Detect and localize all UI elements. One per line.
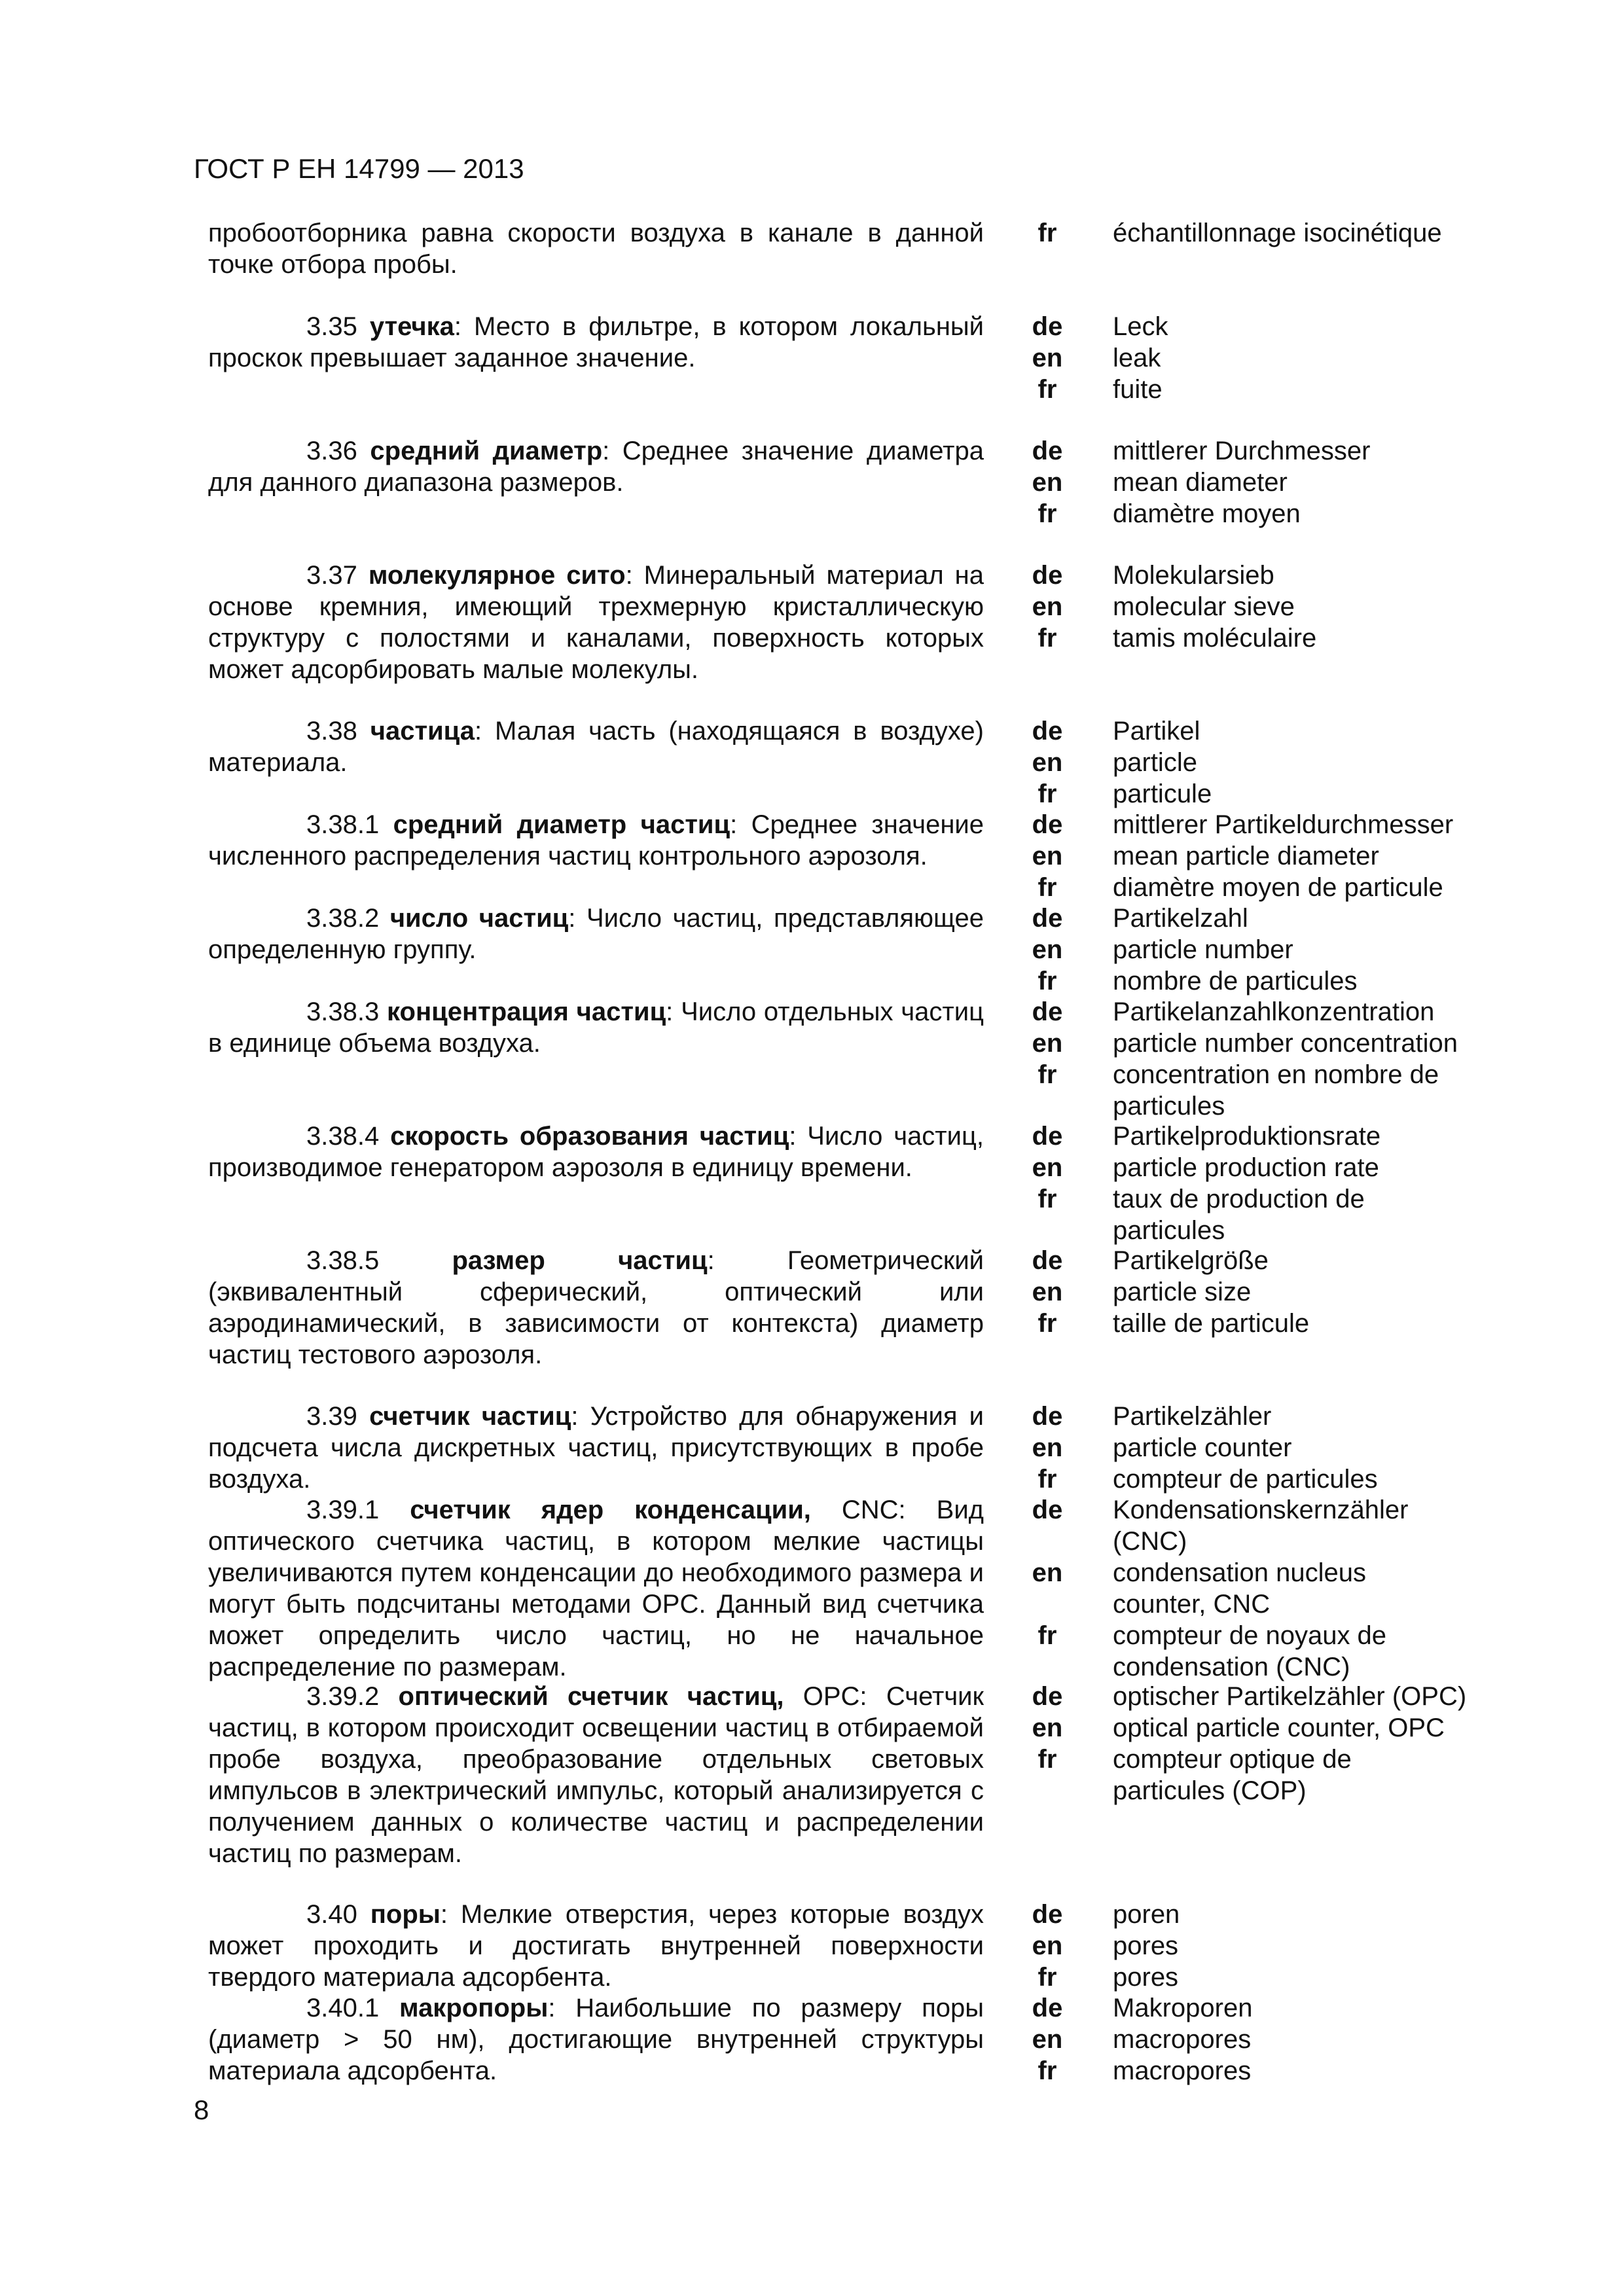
translation-row (0, 1059, 1624, 1090)
language-code: fr (1038, 1309, 1057, 1338)
translated-term: Partikel (1113, 717, 1200, 745)
term-name: поры (370, 1900, 441, 1929)
language-code: fr (1038, 1060, 1057, 1089)
language-code: en (1032, 1931, 1063, 1960)
language-code: fr (1038, 219, 1057, 247)
translation-row (0, 1899, 1624, 1930)
translated-term: molecular sieve (1113, 592, 1295, 621)
language-code: en (1032, 1278, 1063, 1306)
language-code: fr (1038, 780, 1057, 808)
standard-header: ГОСТ Р ЕН 14799 — 2013 (194, 153, 524, 184)
translation-row (0, 1992, 1624, 2024)
term-number: 3.38 (306, 717, 370, 745)
term-name: средний диаметр (370, 437, 603, 465)
definition-text: : Геометрический (эквивалентный сферический, оптический или аэродинамический, в зависимости от контекста) диаметр частиц тестового аэрозоля. (208, 1246, 984, 1369)
translated-term: nombre de particules (1113, 967, 1358, 996)
translated-term: leak (1113, 344, 1161, 372)
translation-row (0, 747, 1624, 778)
translation-row (0, 778, 1624, 810)
term-name: скорость образования частиц (390, 1122, 789, 1151)
translation-row (0, 467, 1624, 498)
term-name: оптический счетчик частиц, (398, 1682, 784, 1711)
translated-term: échantillonnage isocinétique (1113, 219, 1442, 247)
translated-term: macropores (1113, 2025, 1252, 2054)
translated-term: Molekularsieb (1113, 561, 1274, 590)
term-name: средний диаметр частиц (393, 810, 731, 839)
translation-row (0, 872, 1624, 903)
translated-term: condensation (CNC) (1113, 1653, 1350, 1681)
translation-row (0, 1215, 1624, 1246)
translated-term: counter, CNC (1113, 1590, 1271, 1619)
translation-row (0, 1962, 1624, 1993)
translation-row (0, 1432, 1624, 1463)
translated-term: taux de production de (1113, 1185, 1365, 1213)
translated-term: Partikelproduktionsrate (1113, 1122, 1381, 1151)
definition-text: : Наибольшие по размеру поры (диаметр > 50 нм), достигающие внутренней структуры материала адсорбента. (208, 1994, 984, 2085)
translation-row (0, 1681, 1624, 1712)
language-code: de (1032, 312, 1063, 341)
term-name: утечка (369, 312, 454, 341)
definition-text: : Число отдельных частиц в единице объема воздуха. (208, 997, 984, 1058)
translated-term: Partikelanzahlkonzentration (1113, 997, 1435, 1026)
translation-row (0, 903, 1624, 934)
definition-text: : Число частиц, представляющее определенную группу. (208, 904, 984, 964)
definition-text: : Минеральный материал на основе кремния, имеющий трехмерную кристаллическую структуру с полостями и каналами, поверхность которых может адсорбировать малые молекулы. (208, 561, 984, 684)
translated-term: pores (1113, 1963, 1179, 1992)
translation-row (0, 1245, 1624, 1276)
language-code: de (1032, 1496, 1063, 1524)
language-code: en (1032, 748, 1063, 777)
translated-term: poren (1113, 1900, 1180, 1929)
term-number: 3.39 (306, 1402, 370, 1431)
translated-term: Kondensationskernzähler (1113, 1496, 1409, 1524)
definition-text: : Число частиц, производимое генератором аэрозоля в единицу времени. (208, 1122, 984, 1182)
language-code: de (1032, 904, 1063, 933)
translation-row (0, 342, 1624, 374)
translated-term: compteur de particules (1113, 1465, 1378, 1494)
translated-term: tamis moléculaire (1113, 624, 1317, 653)
term-name: концентрация частиц (387, 997, 666, 1026)
language-code: de (1032, 1402, 1063, 1431)
translated-term: Partikelzähler (1113, 1402, 1272, 1431)
language-code: en (1032, 344, 1063, 372)
translated-term: diamètre moyen (1113, 499, 1301, 528)
translation-row (0, 311, 1624, 342)
translated-term: compteur optique de (1113, 1745, 1352, 1774)
translation-row (0, 809, 1624, 840)
language-code: fr (1038, 1963, 1057, 1992)
term-number: 3.38.2 (306, 904, 390, 933)
translated-term: Partikelzahl (1113, 904, 1248, 933)
language-code: de (1032, 810, 1063, 839)
language-code: de (1032, 437, 1063, 465)
translation-row (0, 996, 1624, 1028)
translated-term: fuite (1113, 375, 1163, 404)
definition-text: CNC: Вид оптического счетчика частиц, в котором мелкие частицы увеличиваются путем конденсации до необходимого размера и могут быть подсчитаны методами OPC. Данный вид счетчика может определить число частиц, но не начальное распределение по размерам. (208, 1496, 984, 1681)
language-code: fr (1038, 873, 1057, 902)
translated-term: particle counter (1113, 1433, 1292, 1462)
language-code: de (1032, 717, 1063, 745)
term-number: 3.39.1 (306, 1496, 410, 1524)
translation-row (0, 1588, 1624, 1620)
translation-row (0, 1494, 1624, 1526)
translation-row (0, 1651, 1624, 1683)
translated-term: Partikelgröße (1113, 1246, 1269, 1275)
term-name: частица (370, 717, 475, 745)
translation-row (0, 217, 1624, 249)
term-name: число частиц (389, 904, 569, 933)
definition-text: : Среднее значение численного распределения частиц контрольного аэрозоля. (208, 810, 984, 870)
language-code: en (1032, 1713, 1063, 1742)
language-code: fr (1038, 499, 1057, 528)
translated-term: condensation nucleus (1113, 1558, 1366, 1587)
translated-term: (CNC) (1113, 1527, 1187, 1556)
term-name: макропоры (399, 1994, 549, 2022)
language-code: fr (1038, 1745, 1057, 1774)
language-code: fr (1038, 1621, 1057, 1650)
translation-row (0, 498, 1624, 529)
term-number: 3.38.3 (306, 997, 388, 1026)
translated-term: particule (1113, 780, 1212, 808)
translation-row (0, 374, 1624, 405)
definition-text: : Среднее значение диаметра для данного диапазона размеров. (208, 437, 984, 497)
translation-row (0, 560, 1624, 591)
language-code: de (1032, 1900, 1063, 1929)
page-number: 8 (194, 2094, 209, 2125)
translated-term: optischer Partikelzähler (OPC) (1113, 1682, 1467, 1711)
translated-term: mean particle diameter (1113, 842, 1379, 870)
definition-text: : Место в фильтре, в котором локальный проскок превышает заданное значение. (208, 312, 984, 372)
translation-row (0, 1463, 1624, 1495)
term-name: счетчик ядер конденсации, (410, 1496, 811, 1524)
translation-row (0, 840, 1624, 872)
translation-row (0, 965, 1624, 997)
language-code: en (1032, 1029, 1063, 1058)
translation-row (0, 435, 1624, 467)
language-code: de (1032, 1994, 1063, 2022)
translated-term: mittlerer Partikeldurchmesser (1113, 810, 1454, 839)
translated-term: particules (1113, 1216, 1225, 1245)
translation-row (0, 622, 1624, 654)
term-name: размер частиц (452, 1246, 708, 1275)
language-code: en (1032, 592, 1063, 621)
language-code: fr (1038, 2056, 1057, 2085)
language-code: de (1032, 1122, 1063, 1151)
translated-term: taille de particule (1113, 1309, 1310, 1338)
term-number: 3.38.1 (306, 810, 393, 839)
language-code: fr (1038, 1465, 1057, 1494)
translation-row (0, 1183, 1624, 1215)
term-number: 3.39.2 (306, 1682, 399, 1711)
term-number: 3.36 (306, 437, 370, 465)
translation-row (0, 1401, 1624, 1432)
term-number: 3.35 (306, 312, 370, 341)
term-name: счетчик частиц (369, 1402, 571, 1431)
language-code: fr (1038, 375, 1057, 404)
translation-row (0, 1028, 1624, 1059)
translated-term: optical particle counter, OPC (1113, 1713, 1445, 1742)
term-name: молекулярное сито (368, 561, 626, 590)
translation-row (0, 1152, 1624, 1183)
language-code: en (1032, 468, 1063, 497)
translation-row (0, 1308, 1624, 1339)
definition-text: : Малая часть (находящаяся в воздухе) материала. (208, 717, 984, 777)
translated-term: particules (COP) (1113, 1776, 1307, 1805)
definition-text: : Устройство для обнаружения и подсчета числа дискретных частиц, присутствующих в пробе воздуха. (208, 1402, 984, 1494)
translated-term: particle number (1113, 935, 1293, 964)
language-code: de (1032, 997, 1063, 1026)
term-number: 3.40.1 (306, 1994, 399, 2022)
term-number: 3.38.5 (306, 1246, 452, 1275)
translated-term: particle (1113, 748, 1197, 777)
translation-row (0, 2055, 1624, 2087)
translation-row (0, 1930, 1624, 1962)
language-code: en (1032, 1153, 1063, 1182)
translated-term: Leck (1113, 312, 1168, 341)
translated-term: macropores (1113, 2056, 1252, 2085)
language-code: de (1032, 1682, 1063, 1711)
translated-term: mittlerer Durchmesser (1113, 437, 1371, 465)
translated-term: concentration en nombre de (1113, 1060, 1439, 1089)
language-code: fr (1038, 624, 1057, 653)
translation-row (0, 715, 1624, 747)
definition-text: пробоотборника равна скорости воздуха в канале в данной точке отбора пробы. (208, 219, 984, 279)
translation-row (0, 1775, 1624, 1806)
translated-term: particle number concentration (1113, 1029, 1458, 1058)
language-code: en (1032, 2025, 1063, 2054)
translated-term: particle size (1113, 1278, 1252, 1306)
translation-row (0, 1526, 1624, 1557)
translated-term: particules (1113, 1092, 1225, 1121)
term-number: 3.37 (306, 561, 369, 590)
term-number: 3.40 (306, 1900, 370, 1929)
definition-text: OPC: Счетчик частиц, в котором происходит освещении частиц в отбираемой пробе воздуха, преобразование отдельных световых импульсов в электрический импульс, который анализируется с получением данных о количестве частиц и распределении частиц по размерам. (208, 1682, 984, 1868)
term-number: 3.38.4 (306, 1122, 391, 1151)
language-code: en (1032, 1433, 1063, 1462)
language-code: en (1032, 935, 1063, 964)
translated-term: pores (1113, 1931, 1179, 1960)
definition-text: : Мелкие отверстия, через которые воздух может проходить и достигать внутренней поверхности твердого материала адсорбента. (208, 1900, 984, 1992)
translation-row (0, 1557, 1624, 1588)
translation-row (0, 1744, 1624, 1775)
language-code: fr (1038, 1185, 1057, 1213)
language-code: de (1032, 1246, 1063, 1275)
translated-term: Makroporen (1113, 1994, 1253, 2022)
translated-term: diamètre moyen de particule (1113, 873, 1443, 902)
translation-row (0, 1620, 1624, 1651)
language-code: en (1032, 1558, 1063, 1587)
language-code: fr (1038, 967, 1057, 996)
translation-row (0, 2024, 1624, 2055)
translated-term: compteur de noyaux de (1113, 1621, 1387, 1650)
language-code: en (1032, 842, 1063, 870)
translation-row (0, 934, 1624, 965)
translation-row (0, 1276, 1624, 1308)
translation-row (0, 1712, 1624, 1744)
translation-row (0, 591, 1624, 622)
translation-row (0, 1090, 1624, 1122)
translated-term: mean diameter (1113, 468, 1288, 497)
language-code: de (1032, 561, 1063, 590)
translated-term: particle production rate (1113, 1153, 1379, 1182)
translation-row (0, 1121, 1624, 1152)
